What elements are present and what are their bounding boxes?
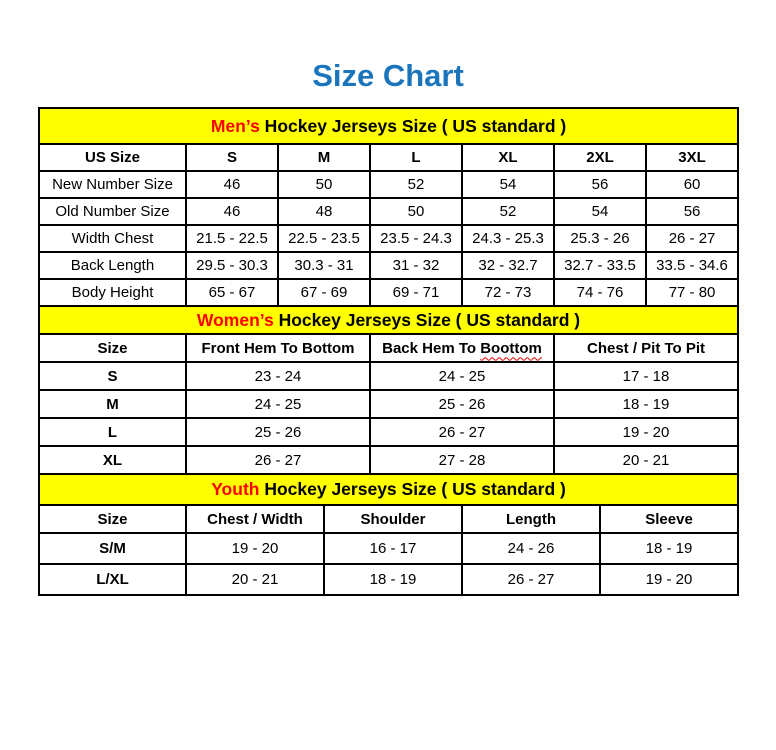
row-label: Back Length — [39, 252, 186, 279]
row-label: S/M — [39, 533, 186, 564]
column-header: US Size — [39, 144, 186, 171]
table-cell: 54 — [462, 171, 554, 198]
table-cell: 24 - 26 — [462, 533, 600, 564]
column-header: M — [278, 144, 370, 171]
table-cell: 32 - 32.7 — [462, 252, 554, 279]
womens-title-highlight: Women’s — [196, 309, 274, 330]
column-header: Length — [462, 505, 600, 533]
table-cell: 24.3 - 25.3 — [462, 225, 554, 252]
table-cell: 30.3 - 31 — [278, 252, 370, 279]
table-cell: 46 — [186, 171, 278, 198]
womens-section-header — [39, 306, 738, 334]
column-header-misspelled — [370, 334, 554, 362]
size-chart-tables — [38, 107, 737, 596]
mens-header-row — [39, 144, 738, 171]
youth-size-table — [38, 473, 739, 596]
row-label: Body Height — [39, 279, 186, 306]
column-header: 3XL — [646, 144, 738, 171]
table-cell: 22.5 - 23.5 — [278, 225, 370, 252]
column-header: 2XL — [554, 144, 646, 171]
table-row — [39, 533, 738, 564]
table-cell: 50 — [370, 198, 462, 225]
table-row — [39, 564, 738, 595]
size-chart-page — [0, 58, 776, 596]
table-cell: 25 - 26 — [186, 418, 370, 446]
womens-size-table — [38, 305, 739, 475]
table-cell: 20 - 21 — [186, 564, 324, 595]
table-row — [39, 171, 738, 198]
table-cell: 21.5 - 22.5 — [186, 225, 278, 252]
table-row — [39, 446, 738, 474]
table-cell: 69 - 71 — [370, 279, 462, 306]
table-row — [39, 252, 738, 279]
table-cell: 19 - 20 — [600, 564, 738, 595]
youth-title-rest: Hockey Jerseys Size ( US standard ) — [259, 479, 566, 499]
table-cell: 65 - 67 — [186, 279, 278, 306]
womens-section-title — [39, 306, 738, 334]
row-label: L/XL — [39, 564, 186, 595]
table-cell: 31 - 32 — [370, 252, 462, 279]
table-cell: 19 - 20 — [186, 533, 324, 564]
table-cell: 33.5 - 34.6 — [646, 252, 738, 279]
mens-size-table — [38, 107, 739, 307]
table-cell: 26 - 27 — [646, 225, 738, 252]
column-header: L — [370, 144, 462, 171]
table-cell: 60 — [646, 171, 738, 198]
table-cell: 25.3 - 26 — [554, 225, 646, 252]
column-header: Size — [39, 505, 186, 533]
table-row — [39, 279, 738, 306]
row-label: Width Chest — [39, 225, 186, 252]
youth-section-header — [39, 474, 738, 505]
table-cell: 56 — [554, 171, 646, 198]
table-cell: 54 — [554, 198, 646, 225]
table-row — [39, 418, 738, 446]
table-cell: 27 - 28 — [370, 446, 554, 474]
column-header-text: Back Hem To — [382, 339, 477, 357]
youth-header-row — [39, 505, 738, 533]
spellcheck-underlined-word: Boottom — [480, 339, 542, 357]
table-cell: 48 — [278, 198, 370, 225]
row-label: L — [39, 418, 186, 446]
table-row — [39, 390, 738, 418]
row-label: New Number Size — [39, 171, 186, 198]
table-cell: 32.7 - 33.5 — [554, 252, 646, 279]
table-cell: 23 - 24 — [186, 362, 370, 390]
womens-title-rest: Hockey Jerseys Size ( US standard ) — [273, 309, 581, 330]
column-header: XL — [462, 144, 554, 171]
column-header: Size — [39, 334, 186, 362]
row-label: Old Number Size — [39, 198, 186, 225]
column-header: S — [186, 144, 278, 171]
table-cell: 24 - 25 — [370, 362, 554, 390]
column-header: Chest / Pit To Pit — [554, 334, 738, 362]
table-cell: 16 - 17 — [324, 533, 462, 564]
column-header: Front Hem To Bottom — [186, 334, 370, 362]
table-cell: 67 - 69 — [278, 279, 370, 306]
table-cell: 20 - 21 — [554, 446, 738, 474]
table-row — [39, 362, 738, 390]
table-cell: 23.5 - 24.3 — [370, 225, 462, 252]
table-cell: 18 - 19 — [554, 390, 738, 418]
table-cell: 50 — [278, 171, 370, 198]
column-header: Chest / Width — [186, 505, 324, 533]
table-cell: 72 - 73 — [462, 279, 554, 306]
table-cell: 77 - 80 — [646, 279, 738, 306]
row-label: XL — [39, 446, 186, 474]
table-cell: 18 - 19 — [324, 564, 462, 595]
mens-title-highlight: Men’s — [210, 115, 260, 136]
table-cell: 29.5 - 30.3 — [186, 252, 278, 279]
table-cell: 24 - 25 — [186, 390, 370, 418]
table-row — [39, 225, 738, 252]
table-cell: 52 — [370, 171, 462, 198]
mens-title-rest: Hockey Jerseys Size ( US standard ) — [259, 115, 567, 136]
mens-section-header — [39, 108, 738, 144]
table-cell: 46 — [186, 198, 278, 225]
column-header: Sleeve — [600, 505, 738, 533]
table-cell: 56 — [646, 198, 738, 225]
table-cell: 74 - 76 — [554, 279, 646, 306]
table-cell: 25 - 26 — [370, 390, 554, 418]
row-label: M — [39, 390, 186, 418]
table-cell: 19 - 20 — [554, 418, 738, 446]
table-cell: 18 - 19 — [600, 533, 738, 564]
mens-section-title — [39, 108, 738, 144]
table-cell: 52 — [462, 198, 554, 225]
table-cell: 26 - 27 — [370, 418, 554, 446]
table-row — [39, 198, 738, 225]
youth-section-title — [39, 474, 738, 505]
row-label: S — [39, 362, 186, 390]
page-title: Size Chart — [312, 58, 464, 93]
womens-header-row — [39, 334, 738, 362]
table-cell: 17 - 18 — [554, 362, 738, 390]
table-cell: 26 - 27 — [462, 564, 600, 595]
column-header: Shoulder — [324, 505, 462, 533]
youth-title-highlight: Youth — [211, 479, 260, 499]
table-cell: 26 - 27 — [186, 446, 370, 474]
